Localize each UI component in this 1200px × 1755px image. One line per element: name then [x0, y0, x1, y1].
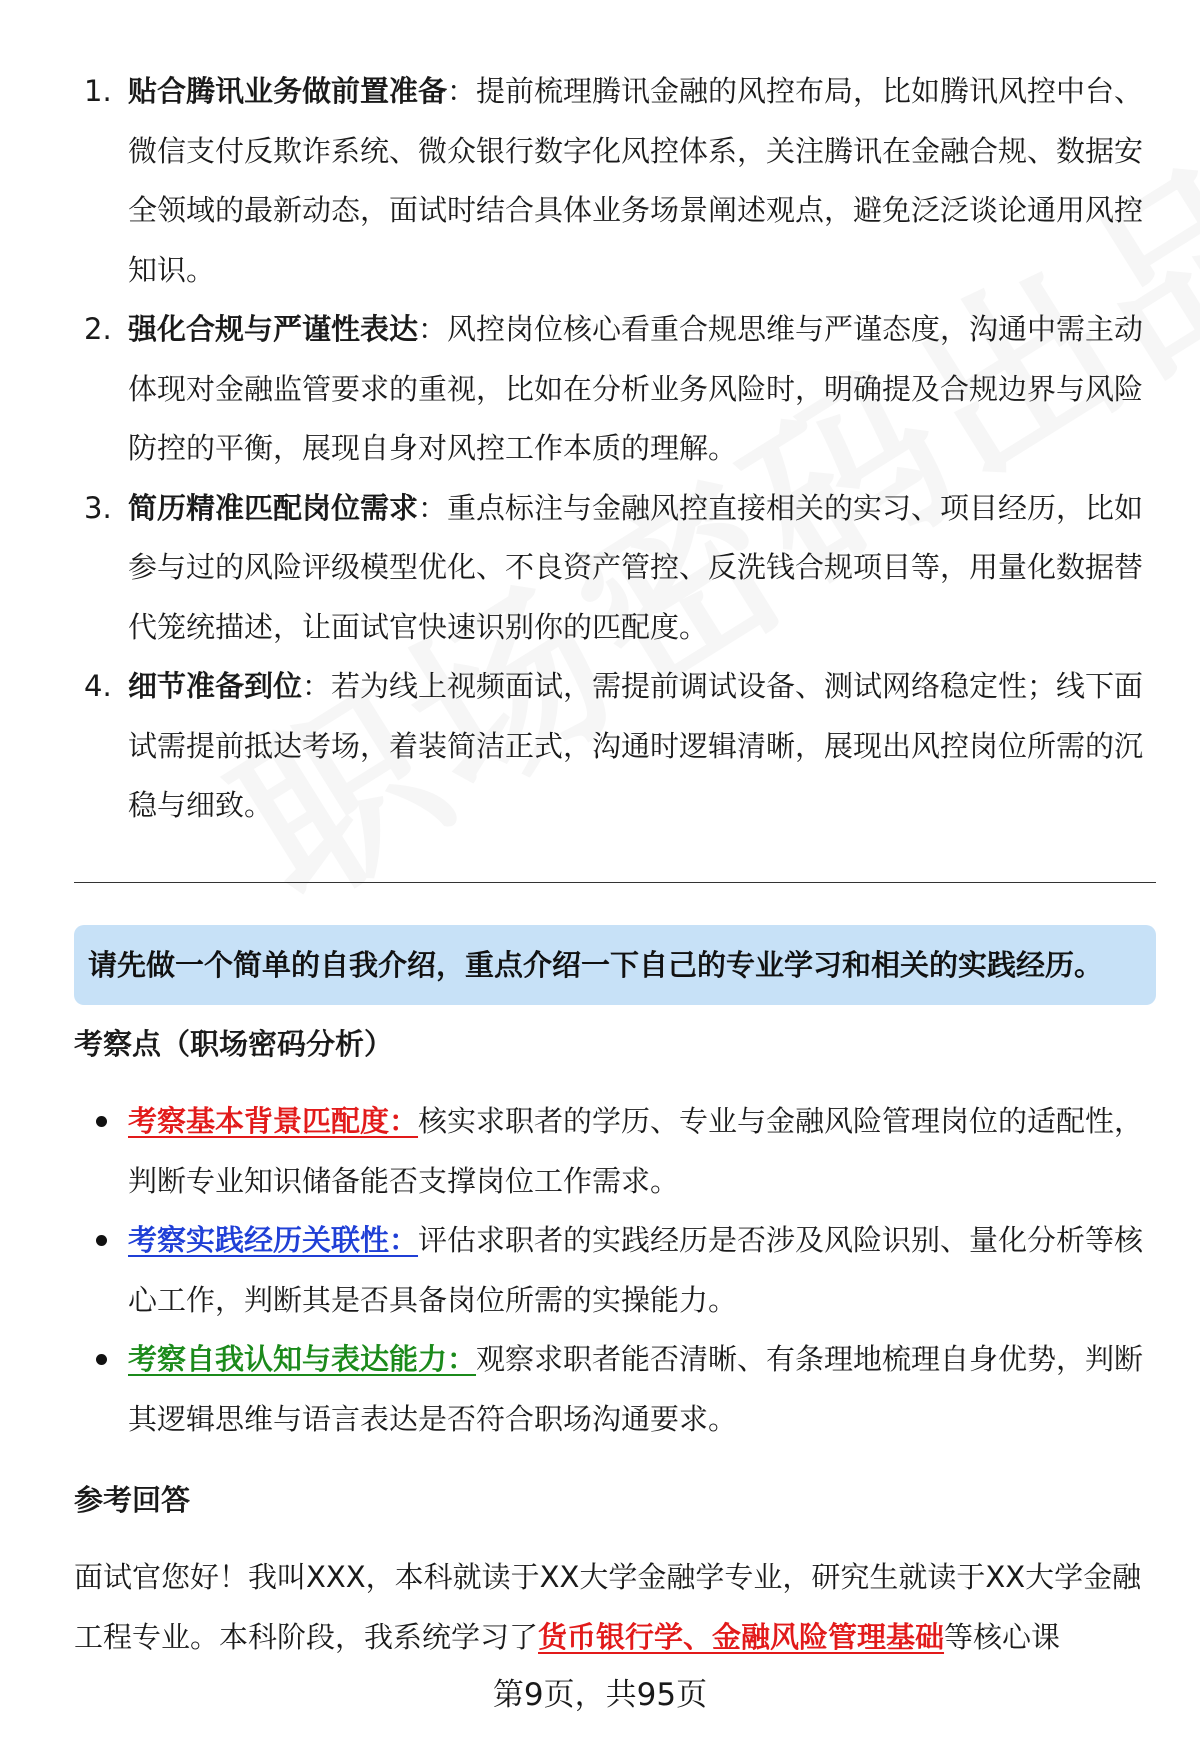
- item-title: 强化合规与严谨性表达: [128, 312, 419, 346]
- focus-text: 评估求职者的实践经历是否涉及风险识别、量化分析等核心工作，判断其是否具备岗位所需的实操能力。: [128, 1223, 1144, 1317]
- item-number: 2.: [84, 312, 112, 346]
- item-title: 简历精准匹配岗位需求: [128, 490, 419, 525]
- focus-heading: 考察点（职场密码分析）: [74, 1027, 394, 1061]
- focus-text: 核实求职者的学历、专业与金融风险管理岗位的适配性，判断专业知识储备能否支撑岗位工作需求。: [128, 1104, 1144, 1198]
- focus-label: 考察基本背景匹配度：: [128, 1104, 419, 1138]
- item-number: 1.: [84, 74, 112, 108]
- divider: [74, 882, 1156, 883]
- question-text: 请先做一个简单的自我介绍，重点介绍一下自己的专业学习和相关的实践经历。: [88, 948, 1104, 982]
- focus-point: [96, 1092, 1156, 1211]
- item-number: 4.: [84, 669, 112, 703]
- item-text: 重点标注与金融风控直接相关的实习、项目经历，比如参与过的风险评级模型优化、不良资产管控、反洗钱合规项目等，用量化数据替代笼统描述，让面试官快速识别你的匹配度。: [128, 490, 1144, 644]
- list-item: 1. 贴合腾讯业务做前置准备：提前梳理腾讯金融的风控布局，比如腾讯风控中台、微信支付反欺诈系统、微众银行数字化风控体系，关注腾讯在金融合规、数据安全领域的最新动态，面试时结合具体业务场景阐述观点，避免泛泛谈论通用风控知识。: [84, 62, 1144, 300]
- answer-heading: 参考回答: [74, 1483, 191, 1517]
- focus-label: 考察实践经历关联性：: [128, 1223, 419, 1257]
- focus-text: 观察求职者能否清晰、有条理地梳理自身优势，判断其逻辑思维与语言表达是否符合职场沟通要求。: [128, 1342, 1144, 1436]
- item-text: 提前梳理腾讯金融的风控布局，比如腾讯风控中台、微信支付反欺诈系统、微众银行数字化风控体系，关注腾讯在金融合规、数据安全领域的最新动态，面试时结合具体业务场景阐述观点，避免泛泛谈论通用风控知识。: [128, 74, 1144, 287]
- focus-point: [96, 1211, 1156, 1330]
- answer-highlight: 货币银行学、金融风险管理基础: [538, 1619, 945, 1654]
- focus-point: [96, 1330, 1156, 1449]
- bullet-icon: [96, 1235, 107, 1246]
- focus-points-list: [96, 1092, 1156, 1449]
- list-item: 3. 简历精准匹配岗位需求：重点标注与金融风控直接相关的实习、项目经历，比如参与过的风险评级模型优化、不良资产管控、反洗钱合规项目等，用量化数据替代笼统描述，让面试官快速识别你的匹配度。: [84, 479, 1144, 658]
- list-item: 2. 强化合规与严谨性表达：风控岗位核心看重合规思维与严谨态度，沟通中需主动体现对金融监管要求的重视，比如在分析业务风险时，明确提及合规边界与风险防控的平衡，展现自身对风控工作本质的理解。: [84, 300, 1144, 479]
- item-title: 细节准备到位: [128, 669, 303, 703]
- prep-tips-list: [84, 62, 1144, 836]
- item-title: 贴合腾讯业务做前置准备: [128, 74, 448, 108]
- item-text: 若为线上视频面试，需提前调试设备、测试网络稳定性；线下面试需提前抵达考场，着装简洁正式，沟通时逻辑清晰，展现出风控岗位所需的沉稳与细致。: [128, 669, 1144, 822]
- item-text: 风控岗位核心看重合规思维与严谨态度，沟通中需主动体现对金融监管要求的重视，比如在分析业务风险时，明确提及合规边界与风险防控的平衡，展现自身对风控工作本质的理解。: [128, 312, 1144, 465]
- page-number: 第9页，共95页: [492, 1677, 708, 1713]
- bullet-icon: [96, 1116, 107, 1127]
- answer-text: 面试官您好！我叫XXX，本科就读于XX大学金融学专业，研究生就读于XX大学金融工程专业。本科阶段，我系统学习了货币银行学、金融风险管理基础等核心课: [74, 1560, 1142, 1654]
- focus-label: 考察自我认知与表达能力：: [128, 1342, 477, 1376]
- item-number: 3.: [84, 490, 112, 525]
- list-item: 4. 细节准备到位：若为线上视频面试，需提前调试设备、测试网络稳定性；线下面试需提前抵达考场，着装简洁正式，沟通时逻辑清晰，展现出风控岗位所需的沉稳与细致。: [84, 657, 1144, 836]
- question-box: [74, 925, 1156, 1005]
- bullet-icon: [96, 1354, 107, 1365]
